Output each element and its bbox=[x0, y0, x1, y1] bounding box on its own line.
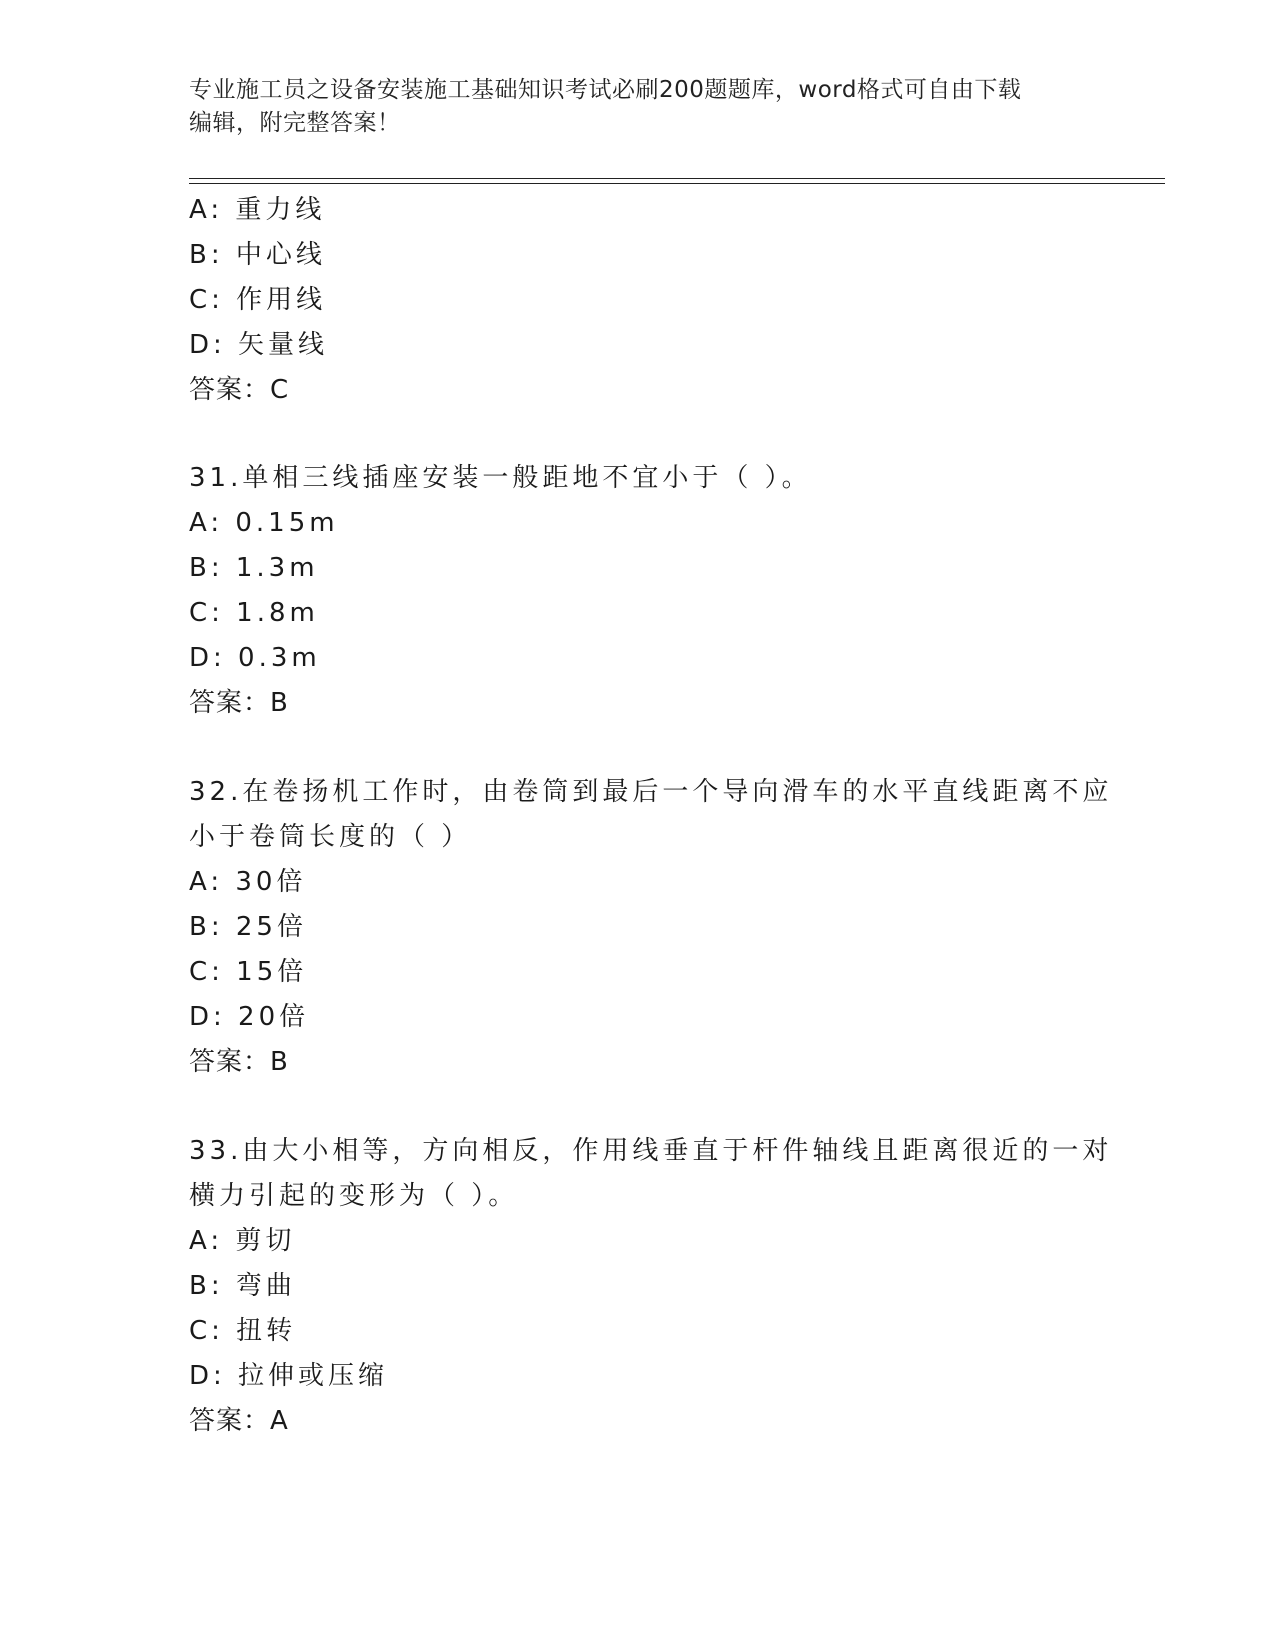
option-a: A: 剪切 bbox=[189, 1226, 296, 1256]
option-c: C: 扭转 bbox=[189, 1316, 297, 1346]
answer-line: 答案：B bbox=[189, 1047, 289, 1077]
option-a: A: 重力线 bbox=[189, 195, 326, 225]
header-line-2: 编辑，附完整答案！ bbox=[189, 110, 401, 136]
question-stem-continued: 小于卷筒长度的（ ） bbox=[189, 822, 472, 852]
option-b: B: 弯曲 bbox=[189, 1271, 296, 1301]
question-stem: 32.在卷扬机工作时，由卷筒到最后一个导向滑车的水平直线距离不应 bbox=[189, 777, 1113, 807]
header-line-1: 专业施工员之设备安装施工基础知识考试必刷200题题库，word格式可自由下载 bbox=[189, 77, 1022, 103]
option-b: B: 1.3m bbox=[189, 553, 319, 583]
option-b: B: 中心线 bbox=[189, 240, 326, 270]
question-stem: 33.由大小相等，方向相反，作用线垂直于杆件轴线且距离很近的一对 bbox=[189, 1136, 1113, 1166]
header-divider-top bbox=[189, 178, 1165, 179]
header-divider-bottom bbox=[189, 183, 1165, 184]
question-stem-continued: 横力引起的变形为（ ）。 bbox=[189, 1181, 519, 1211]
option-b: B: 25倍 bbox=[189, 912, 307, 942]
option-d: D: 0.3m bbox=[189, 643, 321, 673]
option-c: C: 15倍 bbox=[189, 957, 308, 987]
answer-line: 答案：C bbox=[189, 375, 290, 405]
option-d: D: 20倍 bbox=[189, 1002, 310, 1032]
option-a: A: 0.15m bbox=[189, 508, 339, 538]
answer-line: 答案：B bbox=[189, 688, 289, 718]
option-a: A: 30倍 bbox=[189, 867, 307, 897]
option-c: C: 1.8m bbox=[189, 598, 319, 628]
option-d: D: 拉伸或压缩 bbox=[189, 1361, 389, 1391]
question-stem: 31.单相三线插座安装一般距地不宜小于（ ）。 bbox=[189, 463, 812, 493]
option-c: C: 作用线 bbox=[189, 285, 327, 315]
answer-line: 答案：A bbox=[189, 1406, 289, 1436]
document-header bbox=[189, 74, 1089, 140]
option-d: D: 矢量线 bbox=[189, 330, 329, 360]
